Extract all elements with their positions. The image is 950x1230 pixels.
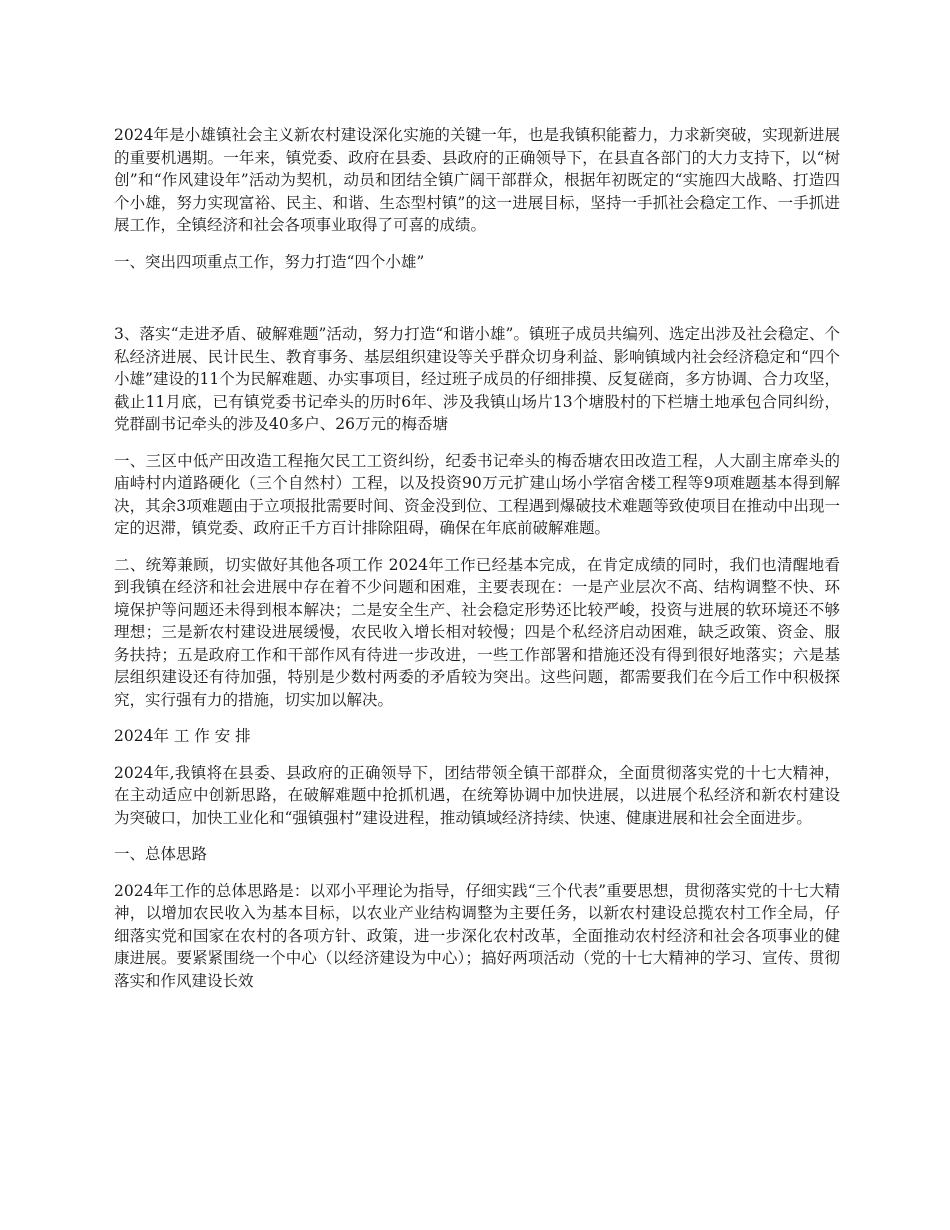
intro-paragraph: 2024年是小雄镇社会主义新农村建设深化实施的关键一年，也是我镇积能蓄力，力求新突破，实现新进展的重要机遇期。一年来，镇党委、政府在县委、县政府的正确领导下，在县直各部门的大力支持下，以“树创”和“作风建设年”活动为契机，动员和团结全镇广阔干部群众，根据年初既定的“实施四大战略、打造四个小雄，努力实现富裕、民主、和谐、生态型村镇”的这一进展目标，坚持一手抓社会稳定工作、一手抓进展工作，全镇经济和社会各项事业取得了可喜的成绩。 (114, 126, 840, 234)
problem-solving-paragraph: 一、三区中低产田改造工程拖欠民工工资纠纷，纪委书记牵头的梅岙塘农田改造工程，人大副主席牵头的庙峙村内道路硬化（三个自然村）工程，以及投资90万元扩建山场小学宿舍楼工程等9项难题基本得到解决，其余3项难题由于立项报批需要时间、资金没到位、工程遇到爆破技术难题等致使项目在推动中出现一定的迟滞，镇党委、政府正千方百计排除阻碍，确保在年底前破解难题。 (114, 451, 840, 537)
document-body (114, 124, 840, 1006)
work-plan-heading: 2024年 工 作 安 排 (114, 727, 251, 745)
section-heading-key-work: 一、突出四项重点工作，努力打造“四个小雄” (114, 252, 425, 271)
harmony-paragraph: 3、落实“走进矛盾、破解难题”活动，努力打造“和谐小雄”。镇班子成员共编列、选定出涉及社会稳定、个私经济进展、民计民生、教育事务、基层组织建设等关乎群众切身利益、影响镇域内社会经济稳定和“四个小雄”建设的11个为民解难题、办实事项目，经过班子成员的仔细排摸、反复磋商，多方协调、合力攻坚，截止11月底，已有镇党委书记牵头的历时6年、涉及我镇山场片13个塘股村的下栏塘土地承包合同纠纷，党群副书记牵头的涉及40多户、26万元的梅岙塘 (114, 325, 840, 433)
overall-approach-paragraph: 2024年工作的总体思路是：以邓小平理论为指导，仔细实践“三个代表”重要思想，贯彻落实党的十七大精神，以增加农民收入为基本目标，以农业产业结构调整为主要任务，以新农村建设总揽农村工作全局，仔细落实党和国家在农村的各项方针、政策，进一步深化农村改革，全面推动农村经济和社会各项事业的健康进展。要紧紧围绕一个中心（以经济建设为中心）；搞好两项活动（党的十七大精神的学习、宣传、贯彻落实和作风建设长效 (114, 881, 840, 990)
work-plan-paragraph: 2024年,我镇将在县委、县政府的正确领导下，团结带领全镇干部群众，全面贯彻落实党的十七大精神，在主动适应中创新思路，在破解难题中抢抓机遇，在统筹协调中加快进展，以进展个私经济和新农村建设为突破口，加快工业化和“强镇强村”建设进程，推动镇域经济持续、快速、健康进展和社会全面进步。 (114, 763, 840, 827)
other-work-paragraph: 二、统筹兼顾，切实做好其他各项工作 2024年工作已经基本完成，在肯定成绩的同时，我们也清醒地看到我镇在经济和社会进展中存在着不少问题和困难，主要表现在：一是产业层次不高、结构调整不快、环境保护等问题还未得到根本解决；二是安全生产、社会稳定形势还比较严峻，投资与进展的软环境还不够理想；三是新农村建设进展缓慢，农民收入增长相对较慢；四是个私经济启动困难，缺乏政策、资金、服务扶持；五是政府工作和干部作风有待进一步改进，一些工作部署和措施还没有得到很好地落实；六是基层组织建设还有待加强，特别是少数村两委的矛盾较为突出。这些问题，都需要我们在今后工作中积极探究，实行强有力的措施，切实加以解决。 (114, 555, 840, 709)
blank-gap (114, 287, 840, 323)
overall-approach-heading: 一、总体思路 (114, 845, 208, 863)
